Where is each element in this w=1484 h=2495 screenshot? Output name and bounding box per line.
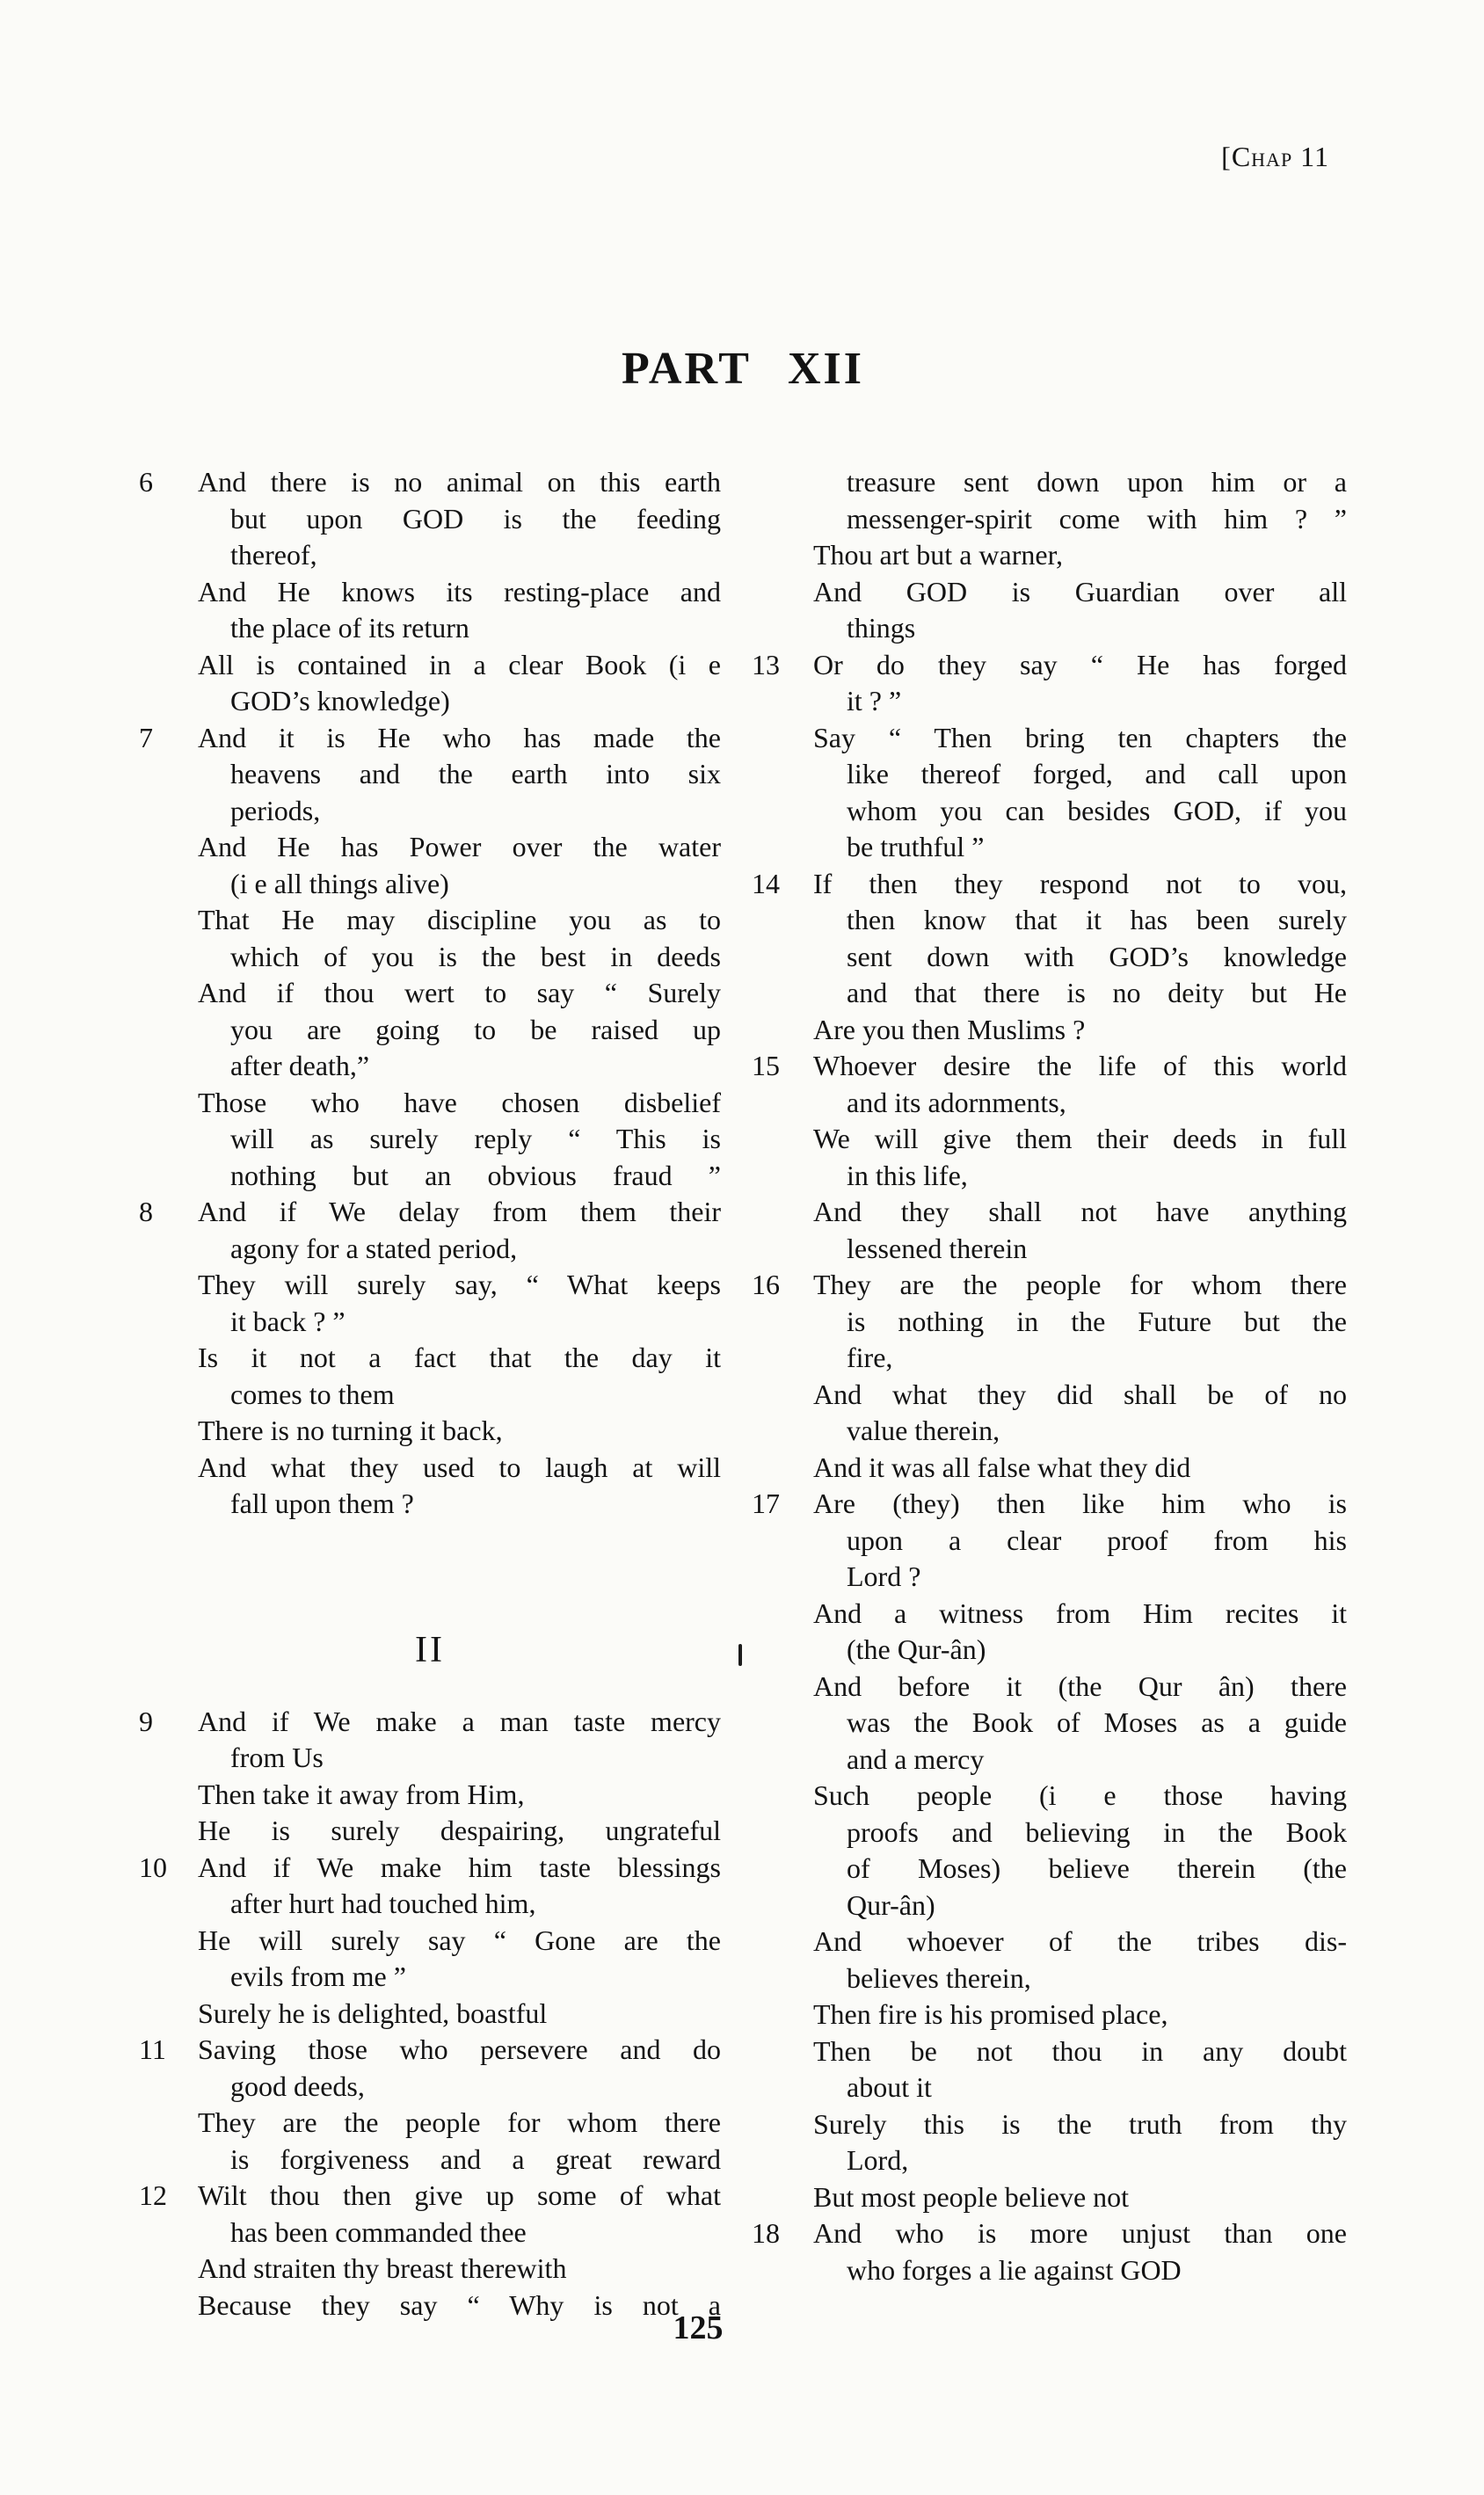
verse-line: Lord ? [847,1560,921,1592]
verse-line: 16 They are the people for whom there [752,1267,1347,1304]
verse-line: be truthful ” [847,831,985,862]
verse-line: proofs and believing in the Book [847,1815,1347,1848]
verse-line: will as surely reply “ This is [230,1123,721,1154]
verse-line: 9 And if We make a man taste mercy [139,1704,721,1741]
verse-number: 13 [752,648,780,680]
verse-number: 6 [139,466,153,498]
right-column [752,464,1347,2288]
verse-number: 17 [752,1488,780,1519]
verse-line: lessened therein [847,1232,1028,1264]
verse-line: believes therein, [847,1961,1031,1994]
verse-line: We will give them their deeds in full [813,1123,1347,1154]
verse-line: and its adornments, [847,1086,1066,1118]
verse-line: 7 And it is He who has made the [139,720,721,757]
verse-line: is forgiveness and a great reward [230,2142,721,2175]
verse-line: good deeds, [230,2069,365,2102]
page-number: 125 [673,2310,724,2346]
verse-line: who forges a lie against GOD [847,2253,1182,2286]
verse-line: in this life, [847,1159,968,1191]
verse-line: And they shall not have anything [813,1196,1347,1227]
verse-line: value therein, [847,1415,1000,1446]
verse-line: whom you can besides GOD, if you [847,794,1347,826]
verse-line: 17 Are (they) then like him who is [752,1486,1347,1523]
verse-line: messenger-spirit come with him ? ” [847,502,1347,535]
verse-line: of Moses) believe therein (the [847,1852,1347,1884]
verse-line: heavens and the earth into six [230,758,721,789]
verse-line: evils from me ” [230,1960,406,1992]
verse-block-1 [139,464,721,1523]
verse-line: Such people (i e those having [813,1779,1347,1811]
verse-number: 14 [752,867,780,899]
verse-line: 15 Whoever desire the life of this world [752,1048,1347,1085]
section-heading: II [415,1629,445,1670]
verse-line: And it was all false what they did [813,1451,1191,1483]
verse-line: fall upon them ? [230,1488,414,1519]
verse-line: like thereof forged, and call upon [847,758,1347,789]
verse-line: GOD’s knowledge) [230,685,450,716]
verse-number: 15 [752,1050,780,1081]
verse-line: And what they did shall be of no [813,1378,1347,1410]
verse-line: agony for a stated period, [230,1232,518,1264]
verse-line: (the Qur-ân) [847,1633,986,1665]
verse-line: but upon GOD is the feeding [230,502,721,535]
verse-line: fire, [847,1342,893,1373]
verse-line: 13 Or do they say “ He has forged [752,647,1347,684]
verse-block-3 [752,464,1347,2288]
verse-line: Lord, [847,2144,909,2176]
verse-number: 16 [752,1269,780,1300]
verse-line: They are the people for whom there [198,2106,721,2138]
verse-line: and that there is no deity but He [847,977,1347,1008]
verse-line: you are going to be raised up [230,1013,721,1045]
verse-number: 7 [139,721,153,753]
verse-line: All is contained in a clear Book (i e [198,648,721,680]
verse-line: was the Book of Moses as a guide [847,1706,1347,1738]
verse-line: 18 And who is more unjust than one [752,2215,1347,2252]
verse-line: is nothing in the Future but the [847,1305,1347,1337]
verse-line: then know that it has been surely [847,904,1347,935]
verse-line: And if thou wert to say “ Surely [198,977,721,1008]
verse-line: 12 Wilt thou then give up some of what [139,2178,721,2215]
verse-line: There is no turning it back, [198,1415,503,1446]
verse-line: comes to them [230,1378,395,1410]
verse-line: Say “ Then bring ten chapters the [813,721,1347,753]
verse-number: 9 [139,1705,153,1737]
verse-line: Surely this is the truth from thy [813,2107,1347,2140]
verse-line: thereof, [230,539,317,571]
verse-number: 11 [139,2033,166,2065]
verse-line: 10 And if We make him taste blessings [139,1850,721,1887]
left-column [139,464,721,2324]
verse-line: the place of its return [230,612,469,644]
verse-line: Then be not thou in any doubt [813,2034,1347,2067]
verse-line: it ? ” [847,685,902,716]
verse-line: Thou art but a warner, [813,539,1063,571]
chapter-header: [Chap 11 [1221,141,1329,172]
verse-line: Are you then Muslims ? [813,1013,1086,1045]
verse-line: And GOD is Guardian over all [813,575,1347,607]
verse-line: and a mercy [847,1742,985,1775]
verse-line: Surely he is delighted, boastful [198,1997,548,2029]
verse-line: Because they say “ Why is not a [198,2288,721,2321]
verse-line: And He has Power over the water [198,831,721,862]
verse-line: And whoever of the tribes dis- [813,1925,1347,1957]
verse-line: 6 And there is no animal on this earth [139,464,721,501]
verse-line: has been commanded thee [230,2215,527,2248]
verse-number: 8 [139,1196,153,1227]
verse-line: Those who have chosen disbelief [198,1086,721,1118]
verse-line: They will surely say, “ What keeps [198,1269,721,1300]
verse-line: 14 If then they respond not to vou, [752,866,1347,903]
verse-line: And before it (the Qur ân) there [813,1669,1347,1702]
verse-line: upon a clear proof from his [847,1524,1347,1556]
verse-line: after death,” [230,1050,370,1081]
verse-line: Then fire is his promised place, [813,1998,1168,2030]
verse-line: after hurt had touched him, [230,1888,536,1919]
verse-line: And a witness from Him recites it [813,1597,1347,1629]
verse-line: about it [847,2071,932,2103]
verse-line: it back ? ” [230,1305,346,1337]
verse-line: He is surely despairing, ungrateful [198,1815,721,1846]
verse-line: And what they used to laugh at will [198,1451,721,1483]
verse-number: 12 [139,2179,167,2211]
verse-number: 18 [752,2217,780,2249]
part-title: PART XII [622,344,864,394]
verse-line: But most people believe not [813,2180,1130,2213]
verse-line: 11 Saving those who persevere and do [139,2032,721,2069]
verse-line: 8 And if We delay from them their [139,1194,721,1231]
verse-line: He will surely say “ Gone are the [198,1924,721,1956]
verse-block-2 [139,1704,721,2324]
print-artifact [738,1644,742,1666]
verse-line: periods, [230,794,321,826]
verse-line: which of you is the best in deeds [230,940,721,972]
verse-line: And straiten thy breast therewith [198,2252,567,2284]
verse-line: Is it not a fact that the day it [198,1342,721,1373]
verse-line: from Us [230,1742,324,1773]
verse-line: (i e all things alive) [230,867,449,899]
verse-line: treasure sent down upon him or a [847,466,1347,498]
verse-line: Qur-ân) [847,1888,935,1921]
verse-line: sent down with GOD’s knowledge [847,940,1347,972]
verse-line: things [847,612,916,644]
verse-line: And He knows its resting-place and [198,575,721,607]
verse-line: nothing but an obvious fraud ” [230,1159,721,1191]
verse-line: That He may discipline you as to [198,904,721,935]
verse-number: 10 [139,1851,167,1883]
verse-line: Then take it away from Him, [198,1778,525,1810]
